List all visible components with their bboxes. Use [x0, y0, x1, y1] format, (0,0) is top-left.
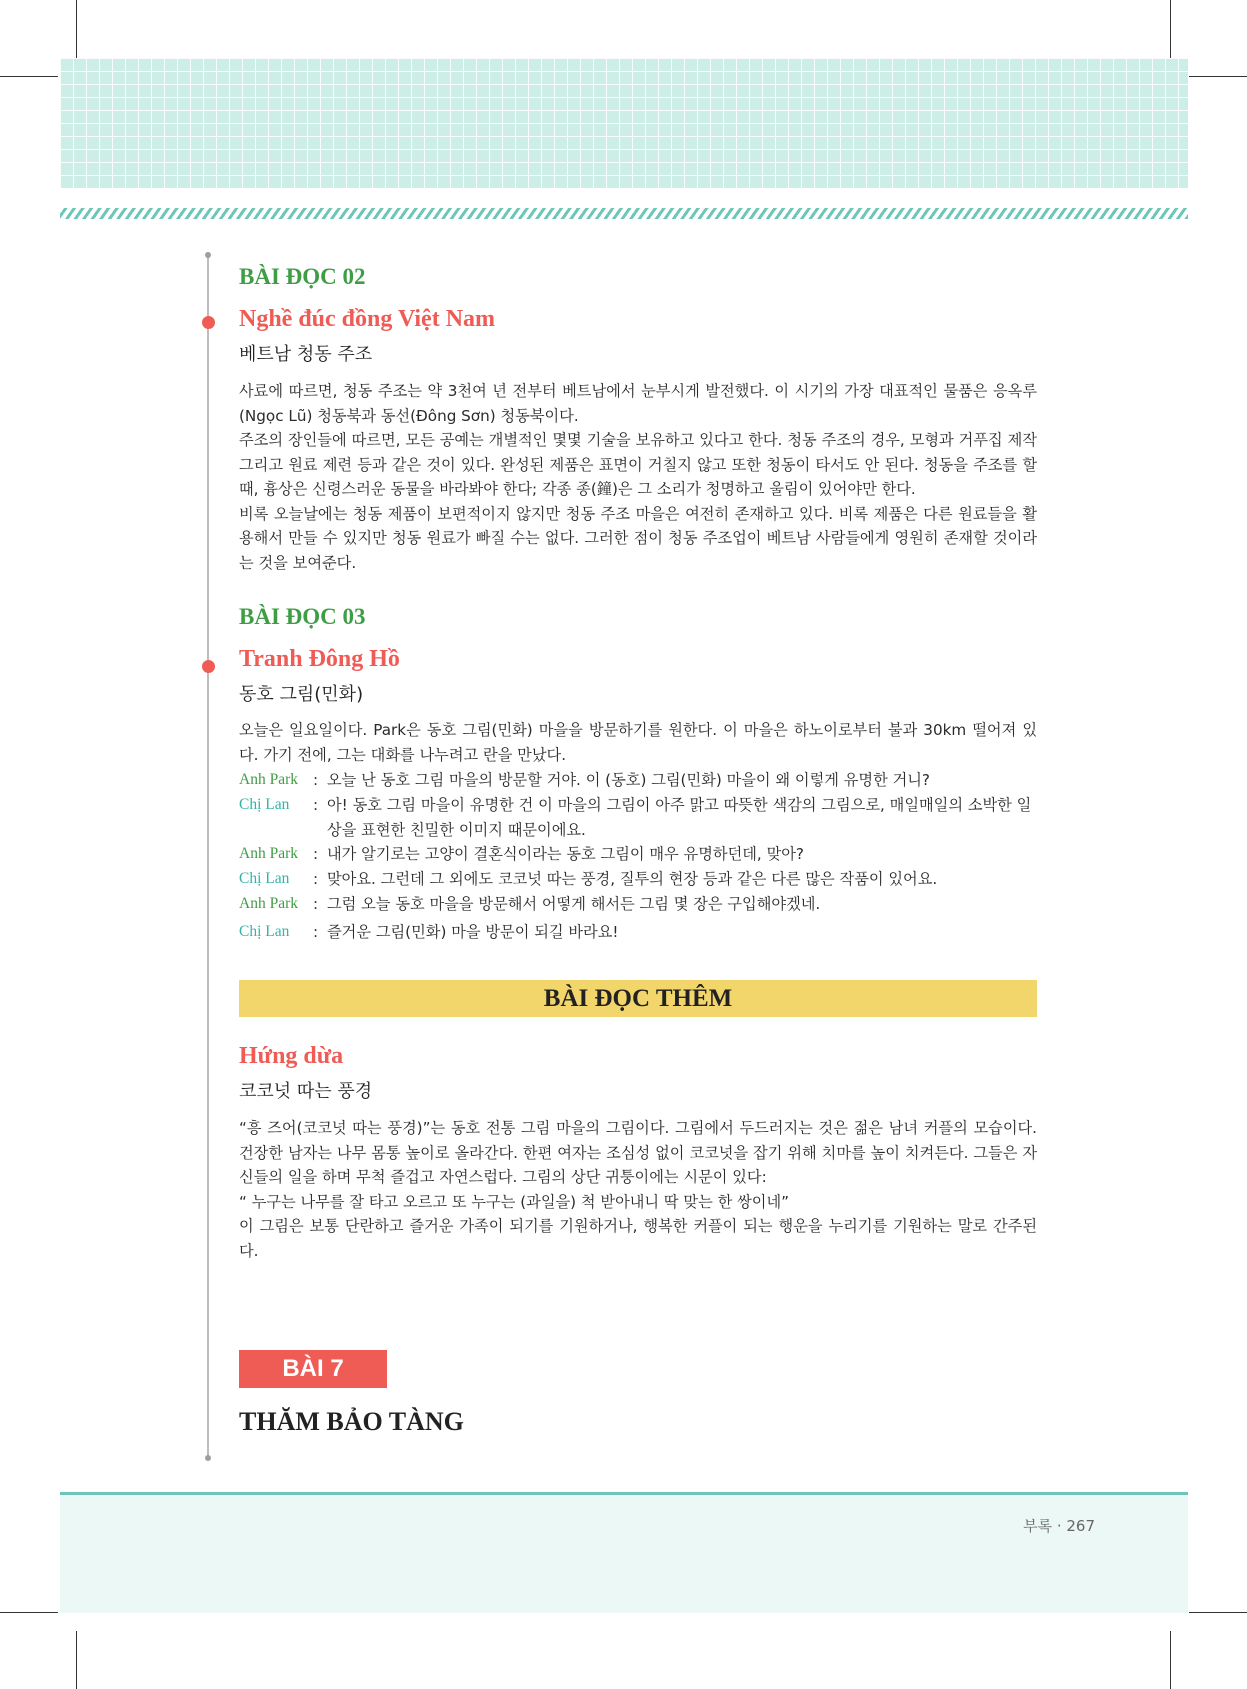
lesson-title: THĂM BẢO TÀNG [239, 1407, 464, 1436]
paragraph: “흥 즈어(코코넛 따는 풍경)”는 동호 전통 그림 마을의 그림이다. 그림에서 두드러지는 것은 젊은 남녀 커플의 모습이다. 건장한 남자는 나무 몸통 높이로 올라간다. 한편 여자는 조심성 없이 코코넛을 잡기 위해 치마를 높이 치켜든다. 그들은 자신들의 일을 하며 무척 즐겁고 자연스럽다. 그림의 상단 귀퉁이에는 시문이 있다: [239, 1119, 1037, 1186]
speaker-colon: : [313, 845, 319, 864]
speaker-name: Anh Park [239, 894, 298, 912]
speaker-colon: : [313, 922, 319, 941]
crop-mark [1170, 0, 1171, 58]
extra-reading-banner: BÀI ĐỌC THÊM [239, 980, 1037, 1017]
crop-mark [76, 1631, 77, 1689]
dialogue-line [239, 867, 1037, 892]
speaker-colon: : [313, 771, 319, 789]
footer-band [60, 1495, 1188, 1613]
lesson-badge: BÀI 7 [239, 1350, 387, 1388]
timeline-dot [205, 252, 211, 258]
crop-mark [0, 1612, 58, 1613]
extra-title-kr: 코코넛 따는 풍경 [239, 1081, 373, 1102]
reading-02-heading: BÀI ĐỌC 02 [239, 264, 366, 289]
timeline-dot [205, 1455, 211, 1461]
paragraph: 주조의 장인들에 따르면, 모든 공예는 개별적인 몇몇 기술을 보유하고 있다고 한다. 청동 주조의 경우, 모형과 거푸집 제작 그리고 원료 제련 등과 같은 것이 있다. 완성된 제품은 표면이 거칠지 않고 또한 청동이 타서도 안 된다. 청동을 주조를 할 때, 흉상은 신령스러운 동물을 바라봐야 한다; 각종 종(鐘)은 그 소리가 청명하고 울림이 있어야만 한다. [239, 431, 1037, 498]
crop-mark [1170, 1631, 1171, 1689]
reading-03-intro [239, 718, 1037, 767]
speaker-colon: : [313, 894, 319, 913]
timeline-line [207, 252, 209, 1458]
speaker-name: Anh Park [239, 845, 298, 863]
dialogue-text: 오늘 난 동호 그림 마을의 방문할 거야. 이 (동호) 그림(민화) 마을이 왜 이렇게 유명한 거니? [327, 771, 930, 789]
dialogue [239, 768, 1037, 945]
paragraph: 이 그림은 보통 단란하고 즐거운 가족이 되기를 기원하거나, 행복한 커플이 되는 행운을 누리기를 기원하는 말로 간주된다. [239, 1217, 1037, 1260]
dialogue-text: 맞아요. 그런데 그 외에도 코코넛 따는 풍경, 질투의 현장 등과 같은 다른 많은 작품이 있어요. [327, 870, 938, 889]
reading-02-title-vn: Nghề đúc đồng Việt Nam [239, 306, 496, 332]
dialogue-text: 내가 알기로는 고양이 결혼식이라는 동호 그림이 매우 유명하던데, 맞아? [327, 845, 804, 864]
reading-02-title-kr: 베트남 청동 주조 [239, 344, 373, 365]
reading-03-title-vn: Tranh Đông Hồ [239, 646, 400, 672]
crop-mark [0, 76, 58, 77]
header-stripe [60, 208, 1188, 219]
timeline-marker [202, 660, 215, 673]
dialogue-text: 그럼 오늘 동호 마을을 방문해서 어떻게 해서든 그림 몇 장은 구입해야겠네. [327, 894, 821, 913]
speaker-name: Chị Lan [239, 922, 290, 940]
header-grid-band [60, 58, 1188, 188]
dialogue-line [239, 892, 1037, 917]
dialogue-text: 아! 동호 그림 마을이 유명한 건 이 마을의 그림이 아주 맑고 따뜻한 색감의 그림으로, 매일매일의 소박한 일상을 표현한 친밀한 이미지 때문이에요. [327, 795, 1032, 839]
page-number: 부록 · 267 [1023, 1517, 1095, 1535]
crop-mark [1189, 1612, 1247, 1613]
speaker-colon: : [313, 870, 319, 889]
paragraph: “ 누구는 나무를 잘 타고 오르고 또 누구는 (과일을) 척 받아내니 딱 맞는 한 쌍이네” [239, 1192, 789, 1211]
timeline-marker [202, 316, 215, 329]
reading-03-heading: BÀI ĐỌC 03 [239, 604, 366, 629]
speaker-colon: : [313, 795, 319, 814]
crop-mark [76, 0, 77, 58]
dialogue-line [239, 793, 1037, 843]
reading-02-body [239, 379, 1037, 575]
speaker-name: Chị Lan [239, 795, 290, 813]
extra-body [239, 1116, 1037, 1263]
speaker-name: Chị Lan [239, 870, 290, 888]
paragraph: 사료에 따르면, 청동 주조는 약 3천여 년 전부터 베트남에서 눈부시게 발전했다. 이 시기의 가장 대표적인 물품은 응옥루(Ngọc Lũ) 청동북과 동선(Đông Sơn) 청동북이다. [239, 382, 1037, 425]
dialogue-line [239, 920, 1037, 945]
paragraph: 비록 오늘날에는 청동 제품이 보편적이지 않지만 청동 주조 마을은 여전히 존재하고 있다. 비록 제품은 다른 원료들을 활용해서 만들 수 있지만 청동 원료가 빠질 수는 없다. 그러한 점이 청동 주조업이 베트남 사람들에게 영원히 존재할 것이라는 것을 보여준다. [239, 504, 1037, 572]
paragraph: 오늘은 일요일이다. Park은 동호 그림(민화) 마을을 방문하기를 원한다. 이 마을은 하노이로부터 불과 30km 떨어져 있다. 가기 전에, 그는 대화를 나누려고 란을 만났다. [239, 721, 1037, 764]
dialogue-line [239, 768, 1037, 793]
extra-title-vn: Hứng dừa [239, 1043, 344, 1069]
dialogue-text: 즐거운 그림(민화) 마을 방문이 되길 바라요! [327, 922, 619, 941]
speaker-name: Anh Park [239, 771, 298, 788]
reading-03-title-kr: 동호 그림(민화) [239, 684, 364, 705]
dialogue-line [239, 842, 1037, 867]
crop-mark [1189, 76, 1247, 77]
